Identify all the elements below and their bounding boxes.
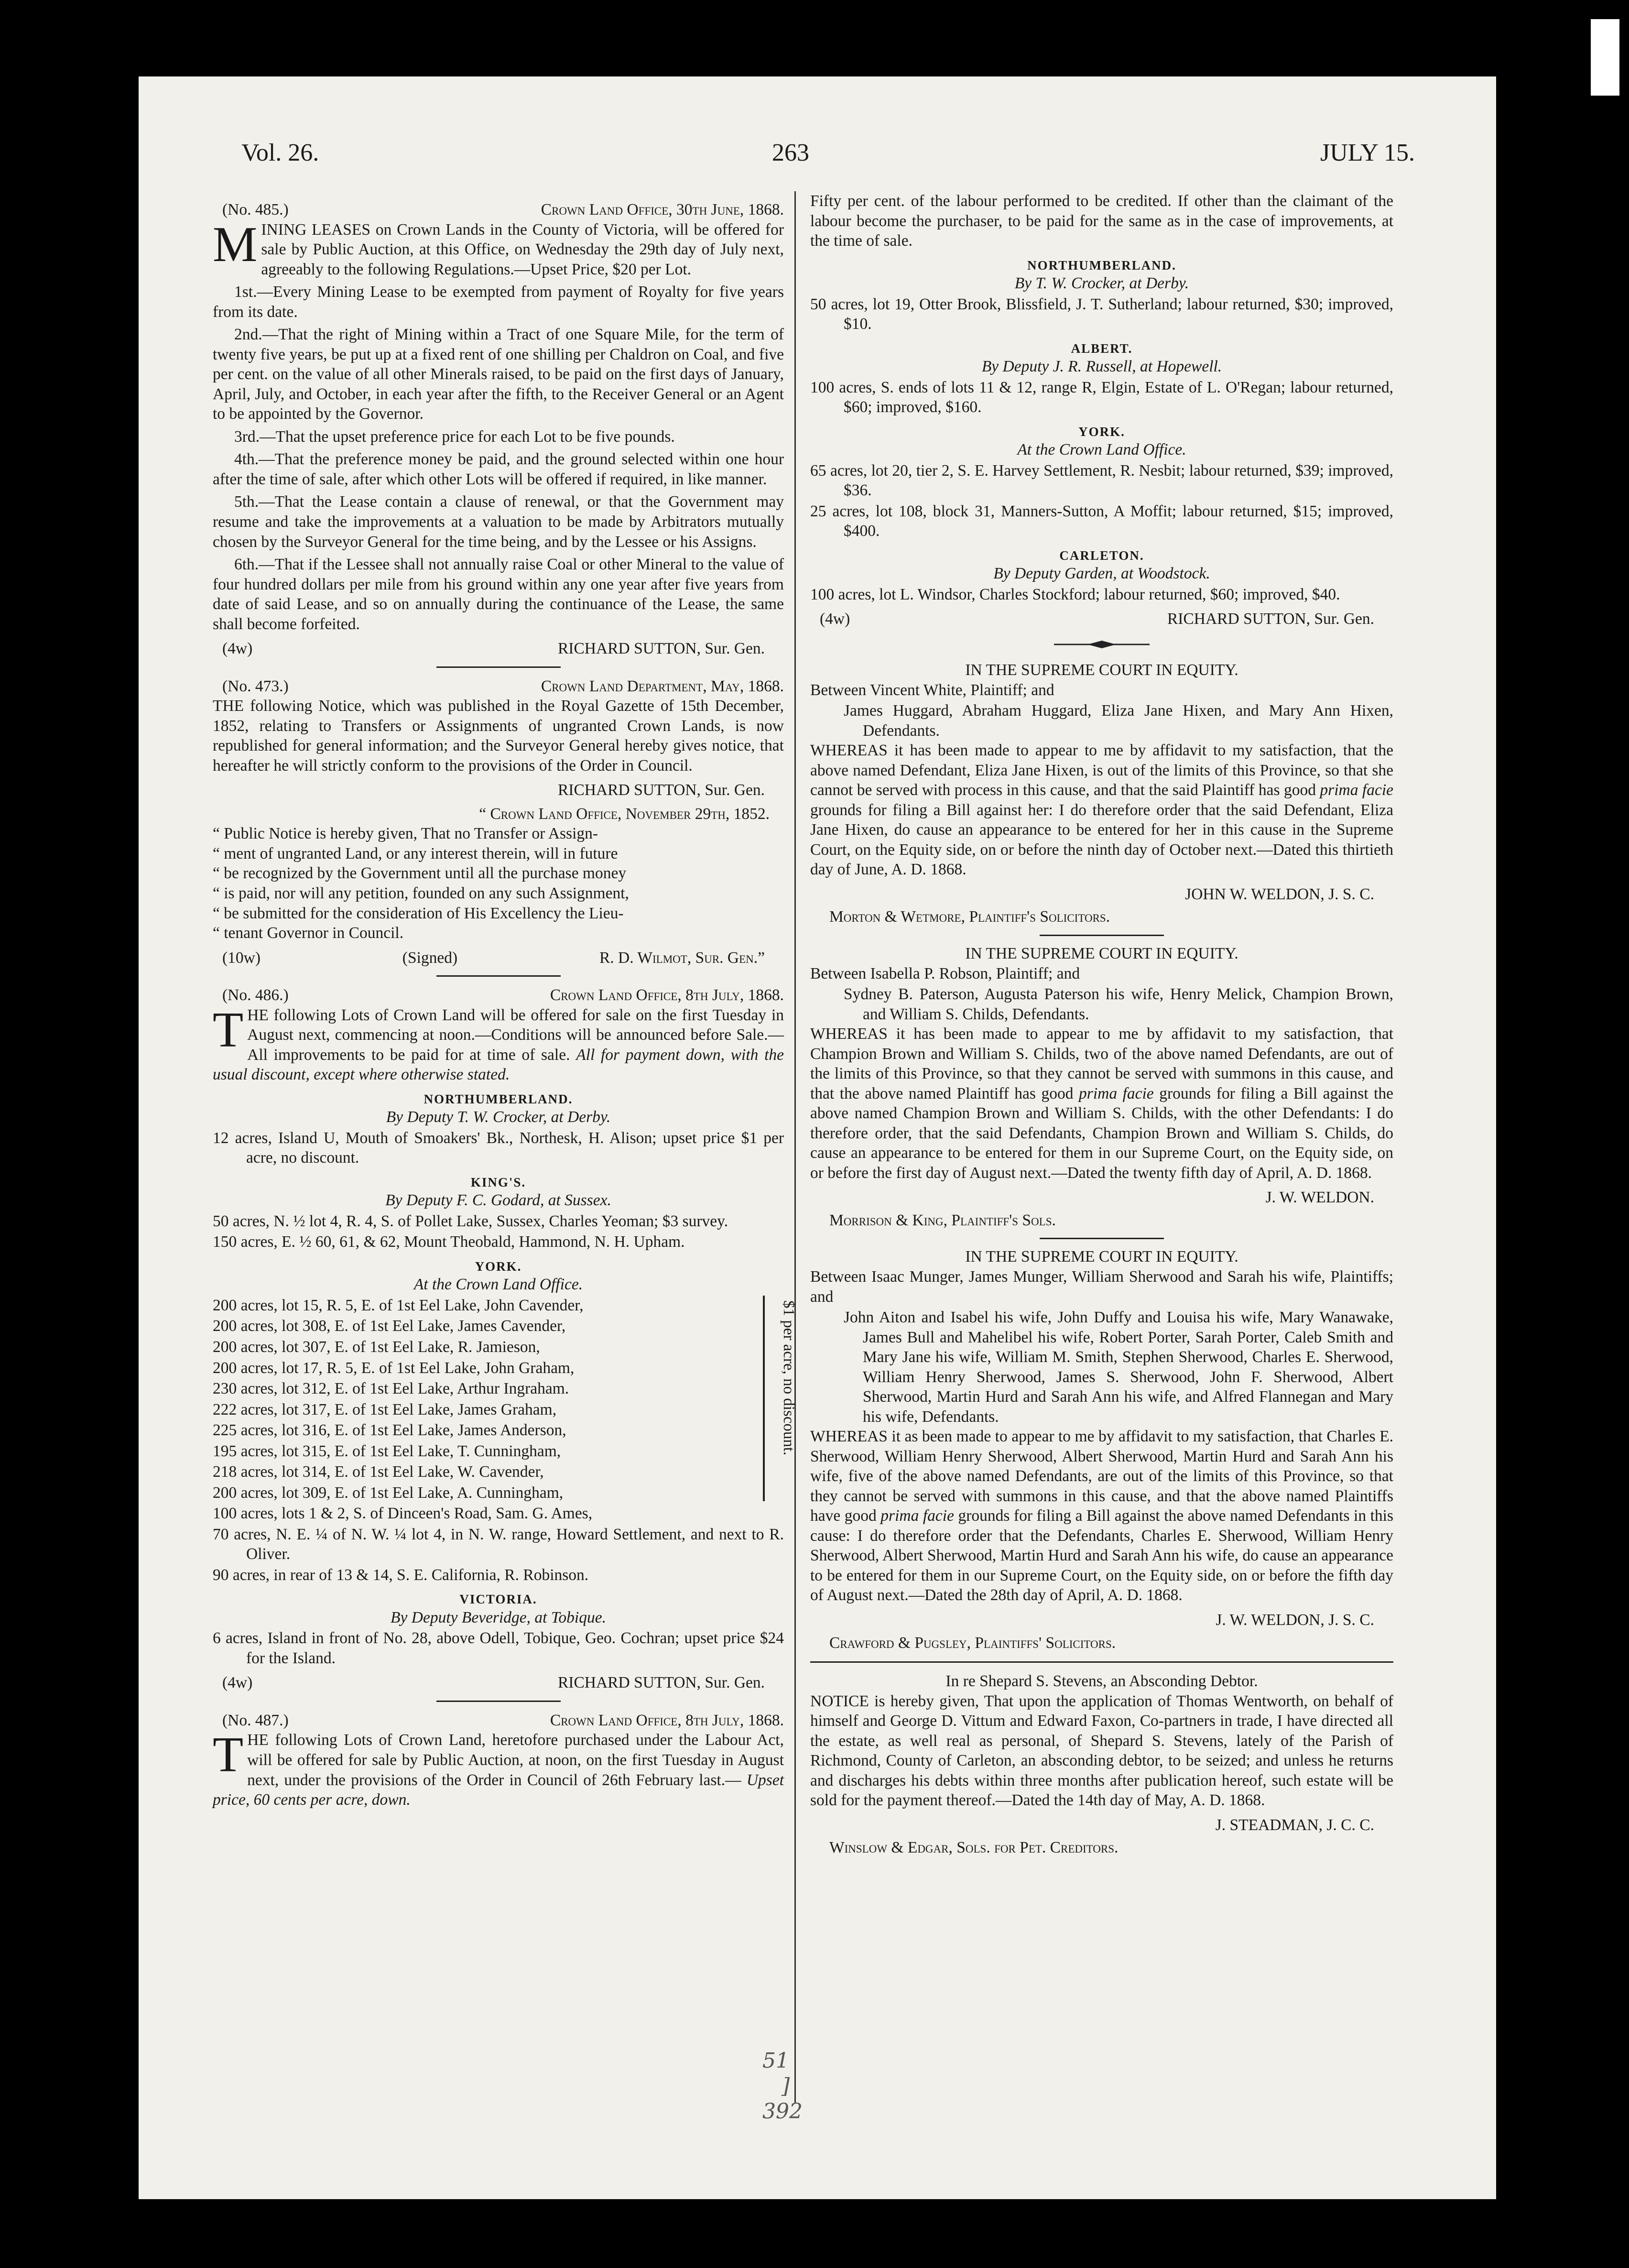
- regulation: 3rd.—That the upset preference price for each Lot to be five pounds.: [234, 427, 675, 446]
- between-line: Between Isabella P. Robson, Plaintiff; and: [810, 964, 1080, 982]
- order-text: grounds for filing a Bill against the above named Defendants in this cause: I do therefore order that the Defendants, Charles E. Sherwood, William Henry Sherwood, Albert Sherwood, Martin Hurd and Sarah Ann his wife, do cause an appearance to be entered for them in our Supreme Court, on the Equity side, on or before the fifth day of August next.—Dated the 28th day of April, A. D. 1868.: [810, 1507, 1394, 1604]
- solicitors: Crawford & Pugsley, Plaintiffs' Solicitors.: [829, 1634, 1116, 1652]
- signature: RICHARD SUTTON, Sur. Gen.: [557, 1674, 765, 1692]
- lot-entry: 200 acres, lot 15, R. 5, E. of 1st Eel Lake, John Cavender,: [213, 1296, 584, 1314]
- equity-notice-2: [810, 944, 1393, 1230]
- newspaper-page: [139, 76, 1496, 2199]
- solicitors: Winslow & Edgar, Sols. for Pet. Creditors.: [829, 1839, 1119, 1857]
- lot-entry: 150 acres, E. ½ 60, 61, & 62, Mount Theobald, Hammond, N. H. Upham.: [213, 1233, 685, 1251]
- divider: [436, 1701, 561, 1702]
- divider: [1040, 1238, 1164, 1239]
- column-rule: [794, 191, 796, 2104]
- signature: J. W. WELDON.: [1265, 1189, 1374, 1207]
- handwritten-mark: ]: [782, 2073, 790, 2098]
- lot-entry: 100 acres, S. ends of lots 11 & 12, range R, Elgin, Estate of L. O'Regan; labour returned, $60; improved, $160.: [810, 378, 1393, 416]
- lot-entry: 195 acres, lot 315, E. of 1st Eel Lake, T. Cunningham,: [213, 1442, 561, 1460]
- handwritten-mark: 392: [762, 2099, 803, 2124]
- absconding-debtor-notice: [810, 1671, 1393, 1858]
- deputy-line: By T. W. Crocker, at Derby.: [1014, 274, 1189, 293]
- defendants: John Aiton and Isabel his wife, John Duffy and Louisa his wife, Mary Wanawake, James Bull and Mahelibel his wife, Robert Porter, Sarah Porter, Caleb Smith and Mary Jane his wife, William M. Smith, Stephen Sherwood, Charles E. Sherwood, William Henry Sherwood, James S. Sherwood, John F. Sherwood, Albert Sherwood, Martin Hurd and Sarah Ann his wife, and Alfred Flannegan and Mary his wife, Defendants.: [844, 1308, 1393, 1426]
- right-column: [810, 191, 1393, 1858]
- notice-office: Crown Land Office, 8th July, 1868.: [550, 986, 784, 1004]
- equity-notice-1: [810, 660, 1393, 927]
- notice-intro: HE following Lots of Crown Land will be offered for sale on the first Tuesday in August next, commencing at noon.—Conditions will be announced before Sale.—All improvements to be paid for at time of sale.: [247, 1006, 784, 1064]
- quote-line: “ Public Notice is hereby given, That no Transfer or Assign-: [213, 825, 598, 843]
- lot-entry: 90 acres, in rear of 13 & 14, S. E. California, R. Robinson.: [213, 1566, 589, 1584]
- divider: [810, 1661, 1393, 1663]
- defendants: Sydney B. Paterson, Augusta Paterson his wife, Henry Melick, Champion Brown, and William S. Childs, Defendants.: [844, 985, 1393, 1023]
- scan-edge-tab: [1591, 19, 1619, 96]
- insertion-tag: (4w): [222, 640, 253, 658]
- notice-terms: Upset price, 60 cents per acre, down.: [213, 1771, 784, 1809]
- divider: [436, 666, 561, 668]
- solicitors: Morton & Wetmore, Plaintiff's Solicitors.: [829, 908, 1110, 926]
- continued-text: Fifty per cent. of the labour performed to be credited. If other than the claimant of the labour become the purchaser, to be paid for the same as in the case of improvements, at the time of sale.: [810, 192, 1393, 250]
- lot-entry: 230 acres, lot 312, E. of 1st Eel Lake, Arthur Ingraham.: [213, 1380, 569, 1398]
- between-line: Between Vincent White, Plaintiff; and: [810, 681, 1054, 699]
- county-heading: YORK.: [475, 1259, 522, 1274]
- lot-entry: 200 acres, lot 17, R. 5, E. of 1st Eel Lake, John Graham,: [213, 1359, 575, 1377]
- quote-line: “ tenant Governor in Council.: [213, 924, 404, 942]
- regulation: 1st.—Every Mining Lease to be exempted from payment of Royalty for five years from its date.: [213, 283, 784, 321]
- signature: JOHN W. WELDON, J. S. C.: [1185, 885, 1374, 903]
- county-heading: KING'S.: [470, 1175, 526, 1189]
- court-heading: IN THE SUPREME COURT IN EQUITY.: [965, 945, 1238, 962]
- notice-text: THE following Notice, which was published in the Royal Gazette of 15th December, 1852, relating to Transfers or Assignments of ungranted Crown Lands, is now republished for general information; and the Surveyor General hereby gives notice, that hereafter he will strictly conform to the provisions of the Order in Council.: [213, 697, 784, 774]
- insertion-tag: (4w): [820, 610, 850, 628]
- notice-office: Crown Land Office, 8th July, 1868.: [550, 1711, 784, 1729]
- drop-cap: T: [213, 1726, 244, 1783]
- order-text: WHEREAS it has been made to appear to me by affidavit to my satisfaction, that the above named Defendant, Eliza Jane Hixen, is out of the limits of this Province, so that she cannot be served with process in this cause, and that the said Plaintiff has good: [810, 741, 1393, 799]
- divider: [1040, 935, 1164, 936]
- order-text: grounds for filing a Bill against the above named Champion Brown and William S. Childs, with the other Defendants: I do therefore order, that the said Defendants, Champion Brown and William S. Childs, do cause an appearance to be entered for them in our Supreme Court, on the Equity side, on or before the first day of August next.—Dated the twenty fifth day of April, A. D. 1868.: [810, 1084, 1393, 1182]
- quote-line: “ be submitted for the consideration of His Excellency the Lieu-: [213, 904, 624, 922]
- page-header: [241, 139, 1415, 196]
- divider: [436, 975, 561, 977]
- regulation: 4th.—That the preference money be paid, and the ground selected within one hour after the time of sale, after which other Lots will be offered if required, in like manner.: [213, 450, 784, 488]
- county-heading: NORTHUMBERLAND.: [424, 1091, 573, 1106]
- quote-line: “ be recognized by the Government until all the purchase money: [213, 864, 627, 883]
- deputy-line: At the Crown Land Office.: [1017, 441, 1186, 459]
- lot-entry: 100 acres, lots 1 & 2, S. of Dinceen's Road, Sam. G. Ames,: [213, 1505, 593, 1523]
- regulation: 2nd.—That the right of Mining within a Tract of one Square Mile, for the term of twenty five years, be put up at a fixed rent of one shilling per Chaldron on Coal, and five per cent. on the value of all other Minerals raised, to be paid on the first days of January, April, July, and October, in each year after the fifth, to the Receiver General or an Agent to be appointed by the Governor.: [213, 326, 784, 423]
- order-text: grounds for filing a Bill against her: I do therefore order that the said Defendant, Eliza Jane Hixen, do cause an appearance to be entered for her in this cause in the Supreme Court, on the Equity side, on or before the ninth day of October next.—Dated this thirtieth day of June, A. D. 1868.: [810, 801, 1393, 879]
- deputy-line: By Deputy Beveridge, at Tobique.: [391, 1608, 606, 1626]
- court-heading: IN THE SUPREME COURT IN EQUITY.: [965, 661, 1238, 679]
- deputy-line: By Deputy T. W. Crocker, at Derby.: [386, 1108, 611, 1126]
- handwritten-marks: [762, 2049, 803, 2124]
- lot-entry: 225 acres, lot 316, E. of 1st Eel Lake, James Anderson,: [213, 1421, 566, 1439]
- insertion-tag: (10w): [222, 949, 261, 967]
- regulation: 6th.—That if the Lessee shall not annually raise Coal or other Mineral to the value of four hundred dollars per mile from his ground within any one year after five years from date of said Lease, and so on annually during the continuance of the Lease, the same shall become forfeited.: [213, 556, 784, 633]
- notice-486: [213, 985, 797, 1693]
- signature: J. W. WELDON, J. S. C.: [1216, 1611, 1374, 1629]
- quote-line: “ is paid, nor will any petition, founded on any such Assignment,: [213, 884, 629, 902]
- signature: J. STEADMAN, J. C. C.: [1215, 1816, 1374, 1834]
- signature: R. D. Wilmot, Sur. Gen.”: [599, 949, 765, 967]
- order-term: prima facie: [880, 1507, 954, 1525]
- bracketed-lots: [213, 1296, 797, 1524]
- notice-487: [213, 1711, 784, 1810]
- lot-entry: 100 acres, lot L. Windsor, Charles Stockford; labour returned, $60; improved, $40.: [810, 585, 1340, 603]
- notice-office: Crown Land Department, May, 1868.: [541, 677, 784, 695]
- volume-label: Vol. 26.: [241, 139, 319, 166]
- notice-473: [213, 676, 784, 968]
- notice-text: NOTICE is hereby given, That upon the application of Thomas Wentworth, on behalf of himself and George D. Vittum and Edward Faxon, Co-partners in trade, I have directed all the estate, as well real as personal, of Shepard S. Stevens, lately of the Parish of Richmond, County of Carleton, an absconding debtor, to be seized; and unless he returns and discharges his debts within three months after publication hereof, such estate will be sold for the payment thereof.—Dated the 14th day of May, A. D. 1868.: [810, 1692, 1393, 1810]
- brace-label: $1 per acre, no discount.: [780, 1300, 797, 1456]
- notice-number: (No. 473.): [222, 677, 289, 695]
- county-heading: VICTORIA.: [459, 1592, 537, 1607]
- regulation: 5th.—That the Lease contain a clause of renewal, or that the Government may resume and take the improvements at a valuation to be made by Arbitrators mutually chosen by the Surveyor General for the time being, and by the Lessee or his Assigns.: [213, 493, 784, 551]
- page-number: 263: [772, 139, 809, 166]
- order-term: prima facie: [1079, 1084, 1154, 1102]
- county-heading: NORTHUMBERLAND.: [1027, 258, 1176, 273]
- lot-entry: 12 acres, Island U, Mouth of Smoakers' Bk., Northesk, H. Alison; upset price $1 per acre, no discount.: [213, 1129, 784, 1167]
- deputy-line: By Deputy F. C. Godard, at Sussex.: [385, 1191, 611, 1210]
- notice-number: (No. 487.): [222, 1711, 289, 1729]
- signature: RICHARD SUTTON, Sur. Gen.: [1167, 610, 1374, 628]
- county-heading: ALBERT.: [1071, 341, 1133, 356]
- lot-entry: 218 acres, lot 314, E. of 1st Eel Lake, W. Cavender,: [213, 1463, 544, 1481]
- deputy-line: By Deputy J. R. Russell, at Hopewell.: [981, 358, 1222, 376]
- lot-entry: 70 acres, N. E. ¼ of N. W. ¼ lot 4, in N. W. range, Howard Settlement, and next to R. Oliver.: [213, 1525, 784, 1563]
- lot-entry: 25 acres, lot 108, block 31, Manners-Sutton, A Moffit; labour returned, $15; improved, $400.: [810, 502, 1393, 540]
- deputy-line: At the Crown Land Office.: [413, 1276, 583, 1294]
- drop-cap: M: [213, 216, 258, 272]
- deputy-line: By Deputy Garden, at Woodstock.: [993, 565, 1210, 583]
- signature: RICHARD SUTTON, Sur. Gen.: [557, 781, 765, 799]
- drop-cap: T: [213, 1001, 244, 1058]
- solicitors: Morrison & King, Plaintiff's Sols.: [829, 1211, 1056, 1229]
- order-term: prima facie: [1320, 781, 1393, 799]
- lot-entry: 6 acres, Island in front of No. 28, above Odell, Tobique, Geo. Cochran; upset price $24 for the Island.: [213, 1629, 784, 1667]
- quote-heading: “ Crown Land Office, November 29th, 1852.: [479, 805, 770, 823]
- notice-heading: In re Shepard S. Stevens, an Absconding Debtor.: [945, 1672, 1258, 1690]
- lot-entry: 200 acres, lot 308, E. of 1st Eel Lake, James Cavender,: [213, 1317, 566, 1335]
- lot-entry: 50 acres, lot 19, Otter Brook, Blissfield, J. T. Sutherland; labour returned, $30; improved, $10.: [810, 295, 1393, 333]
- brace: [760, 1296, 765, 1501]
- equity-notice-3: [810, 1247, 1393, 1653]
- order-text: WHEREAS it as been made to appear to me by affidavit to my satisfaction, that Charles E. Sherwood, William Henry Sherwood, Albert Sherwood, Martin Hurd and Sarah Ann his wife, five of the above named Defendants, are out of the limits of this Province, so that they cannot be served with summons in this cause, and that the above named Plaintiffs have good: [810, 1428, 1393, 1525]
- notice-485: [213, 200, 784, 659]
- lot-entry: 222 acres, lot 317, E. of 1st Eel Lake, James Graham,: [213, 1400, 557, 1418]
- order-text: WHEREAS it has been made to appear to me by affidavit to my satisfaction, that Champion Brown and William S. Childs, two of the above named Defendants, are out of the limits of this Province, so that they cannot be served with summons in this cause, and that the above named Plaintiff has good: [810, 1025, 1393, 1102]
- insertion-tag: (4w): [222, 1674, 253, 1692]
- notice-number: (No. 485.): [222, 201, 289, 218]
- county-heading: CARLETON.: [1059, 548, 1144, 563]
- ornament-icon: [1054, 640, 1150, 649]
- left-column: [213, 191, 797, 1810]
- lot-entry: 200 acres, lot 307, E. of 1st Eel Lake, R. Jamieson,: [213, 1338, 540, 1356]
- quote-line: “ ment of ungranted Land, or any interest therein, will in future: [213, 844, 618, 862]
- lot-entry: 200 acres, lot 309, E. of 1st Eel Lake, A. Cunningham,: [213, 1483, 564, 1502]
- lot-entry: 65 acres, lot 20, tier 2, S. E. Harvey Settlement, R. Nesbit; labour returned, $39; improved, $36.: [810, 461, 1393, 500]
- issue-date: JULY 15.: [1320, 139, 1415, 166]
- notice-intro: INING LEASES on Crown Lands in the County of Victoria, will be offered for sale by Public Auction, at this Office, on Wednesday the 29th day of July next, agreeably to the following Regulations.—Upset Price, $20 per Lot.: [261, 220, 784, 278]
- ornament-divider: [810, 636, 1393, 654]
- signature: RICHARD SUTTON, Sur. Gen.: [557, 640, 765, 658]
- county-heading: YORK.: [1078, 424, 1125, 439]
- lot-entry: 50 acres, N. ½ lot 4, R. 4, S. of Pollet Lake, Sussex, Charles Yeoman; $3 survey.: [213, 1212, 728, 1230]
- notice-intro: HE following Lots of Crown Land, heretofore purchased under the Labour Act, will be offered for sale by Public Auction, at noon, on the first Tuesday in August next, under the provisions of the Order in Council of 26th February last.—: [247, 1731, 784, 1789]
- notice-number: (No. 486.): [222, 986, 289, 1004]
- between-line: Between Isaac Munger, James Munger, William Sherwood and Sarah his wife, Plaintiffs; and: [810, 1267, 1393, 1306]
- handwritten-mark: 51: [762, 2049, 789, 2073]
- notice-terms: All for payment down, with the usual discount, except where otherwise stated.: [213, 1046, 784, 1084]
- court-heading: IN THE SUPREME COURT IN EQUITY.: [965, 1248, 1238, 1266]
- signed-label: (Signed): [402, 949, 458, 967]
- defendants: James Huggard, Abraham Huggard, Eliza Jane Hixen, and Mary Ann Hixen, Defendants.: [844, 702, 1393, 740]
- notice-office: Crown Land Office, 30th June, 1868.: [541, 201, 784, 218]
